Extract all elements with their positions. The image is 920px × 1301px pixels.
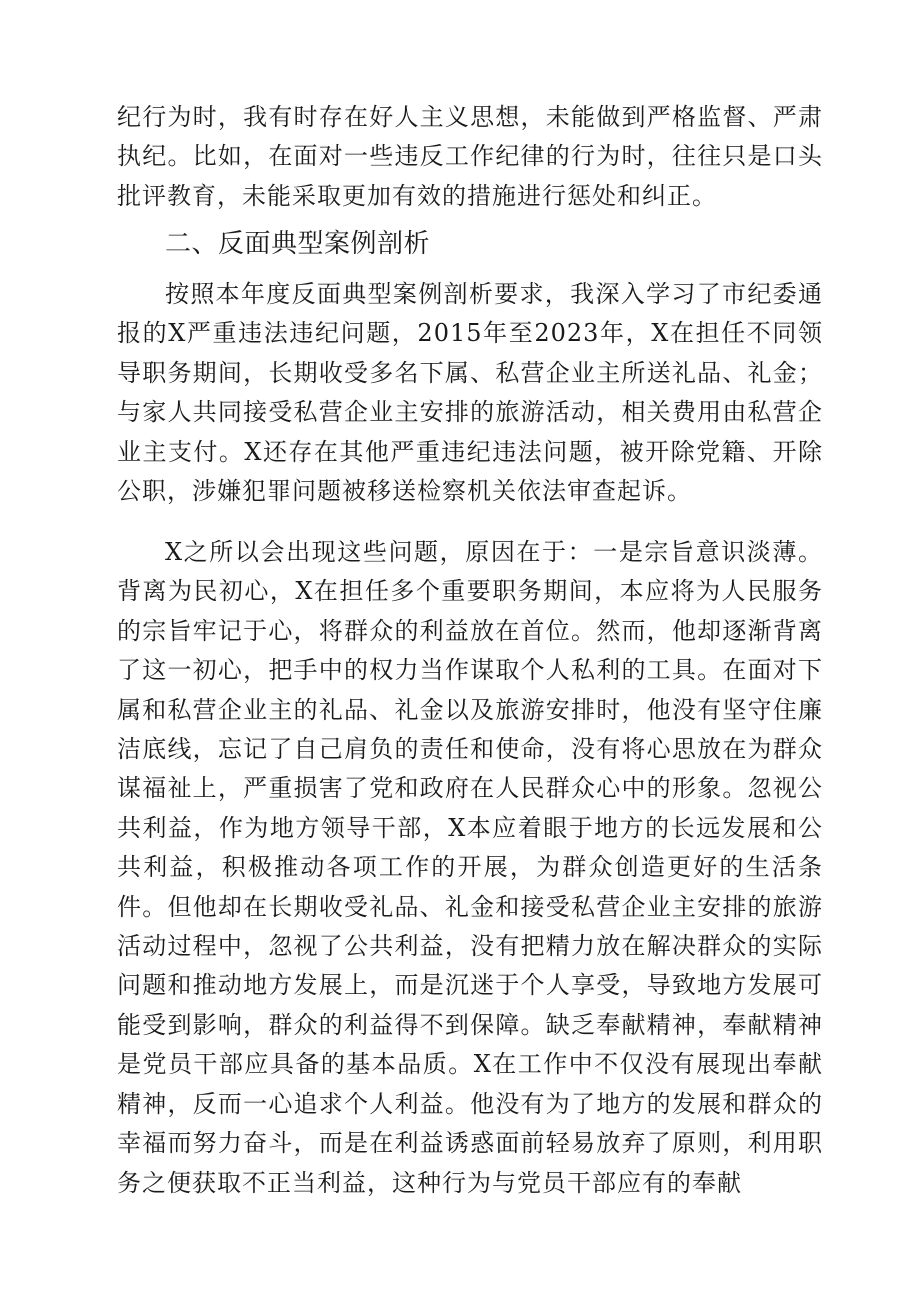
section-heading: 二、反面典型案例剖析 (165, 229, 431, 259)
paragraph-continuation: 纪行为时，我有时存在好人主义思想，未能做到严格监督、严肃执纪。比如，在面对一些违反工作纪律的行为时，往往只是口头批评教育，未能采取更加有效的措施进行惩处和纠正。 (117, 103, 823, 210)
cause-analysis-paragraph: X之所以会出现这些问题，原因在于：一是宗旨意识淡薄。背离为民初心，X在担任多个重要职务期间，本应将为人民服务的宗旨牢记于心，将群众的利益放在首位。然而，他却逐渐背离了这一初心，把手中的权力当作谋取个人私利的工具。在面对下属和私营企业主的礼品、礼金以及旅游安排时，他没有坚守住廉洁底线，忘记了自己肩负的责任和使命，没有将心思放在为群众谋福祉上，严重损害了党和政府在人民群众心中的形象。忽视公共利益，作为地方领导干部，X本应着眼于地方的长远发展和公共利益，积极推动各项工作的开展，为群众创造更好的生活条件。但他却在长期收受礼品、礼金和接受私营企业主安排的旅游活动过程中，忽视了公共利益，没有把精力放在解决群众的实际问题和推动地方发展上，而是沉迷于个人享受，导致地方发展可能受到影响，群众的利益得不到保障。缺乏奉献精神，奉献精神是党员干部应具备的基本品质。X在工作中不仅没有展现出奉献精神，反而一心追求个人利益。他没有为了地方的发展和群众的幸福而努力奋斗，而是在利益诱惑面前轻易放弃了原则，利用职务之便获取不正当利益，这种行为与党员干部应有的奉献 (117, 538, 823, 1197)
case-summary-paragraph: 按照本年度反面典型案例剖析要求，我深入学习了市纪委通报的X严重违法违纪问题，2015年至2023年，X在担任不同领导职务期间，长期收受多名下属、私营企业主所送礼品、礼金；与家人共同接受私营企业主安排的旅游活动，相关费用由私营企业主支付。X还存在其他严重违纪违法问题，被开除党籍、开除公职，涉嫌犯罪问题被移送检察机关依法审查起诉。 (117, 280, 823, 506)
